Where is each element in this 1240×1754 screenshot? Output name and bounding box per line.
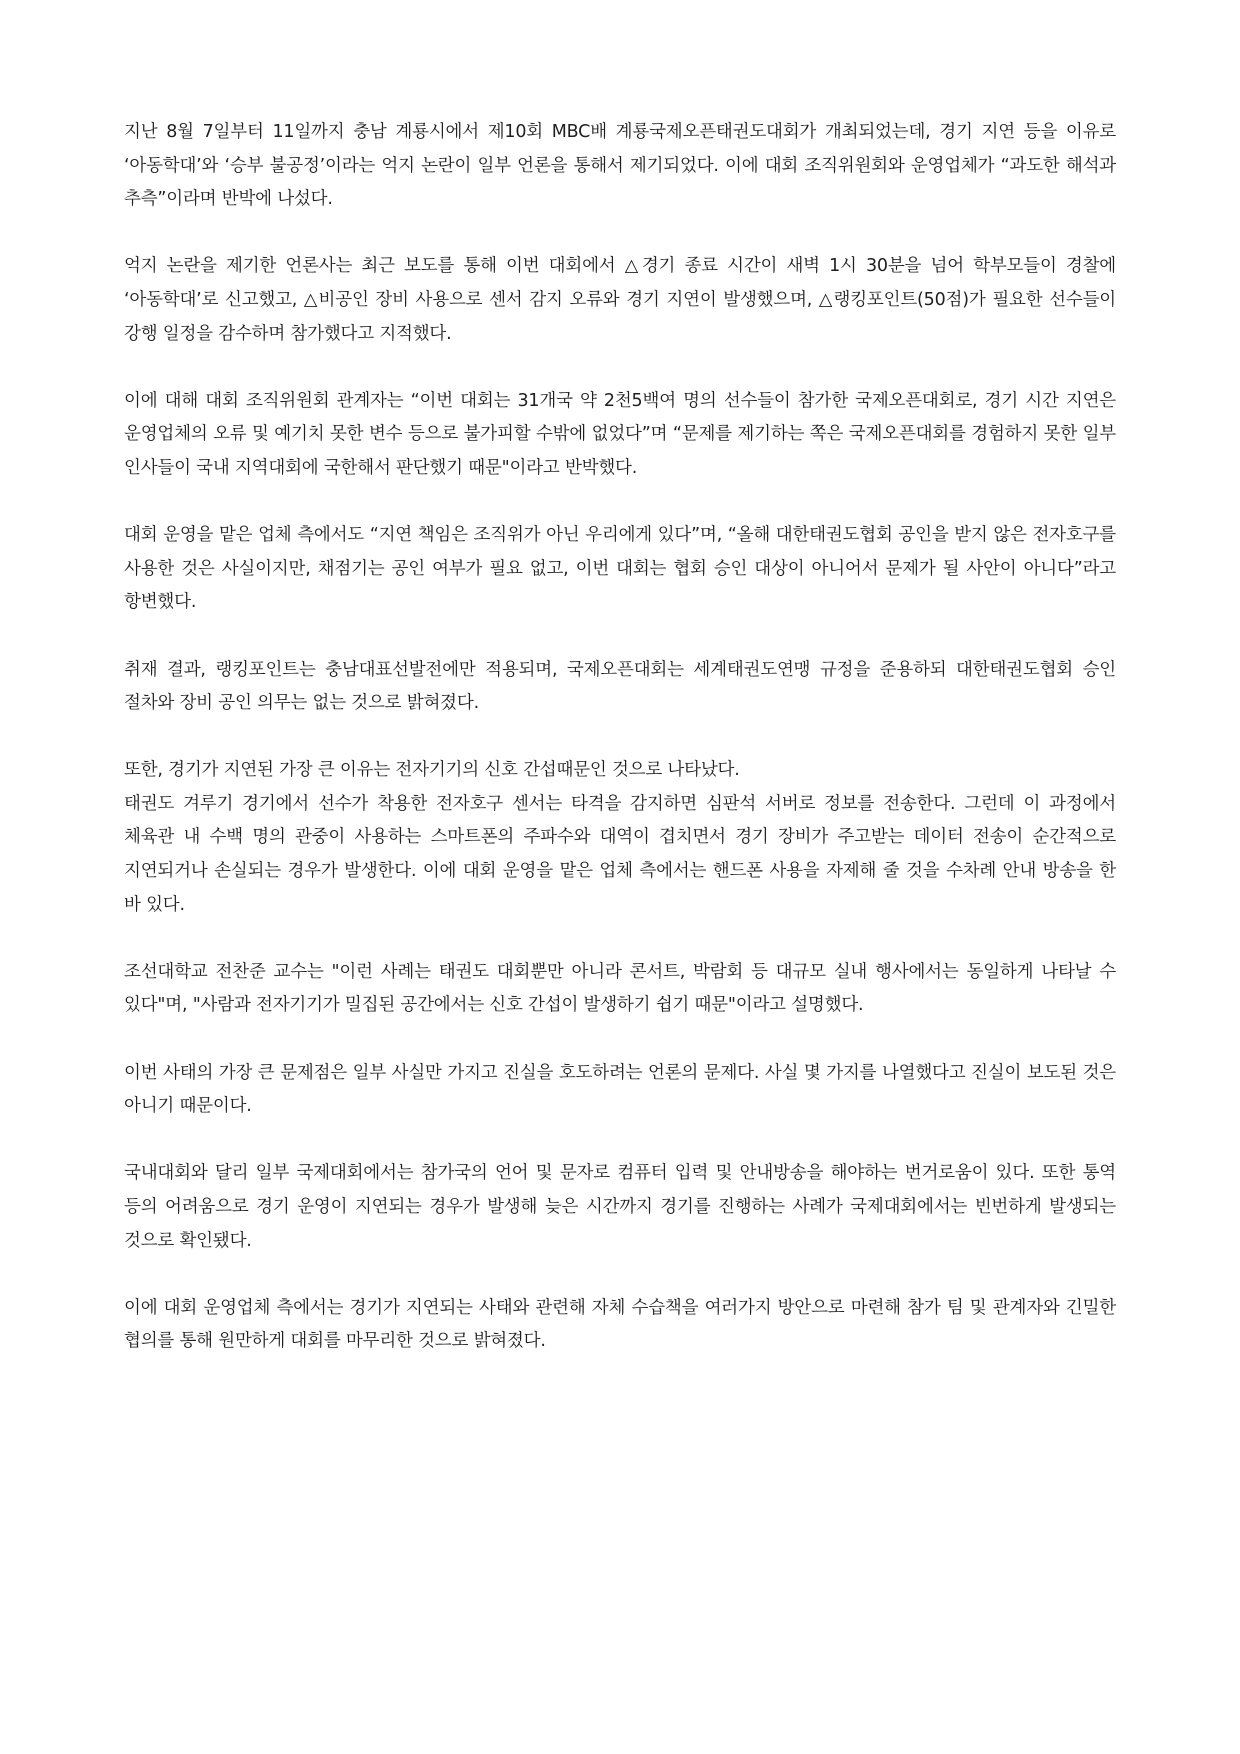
paragraph-1 xyxy=(124,116,1116,217)
paragraph-5 xyxy=(124,654,1116,721)
paragraph-line: 이에 대회 운영업체 측에서는 경기가 지연되는 사태와 관련해 자체 수습책을 여러가지 방안으로 마련해 참가 팀 및 관계자와 긴밀한 협의를 통해 원만하게 대회를 마무리한 것으로 밝혀졌다. xyxy=(124,1297,1116,1352)
paragraph-line: 대회 운영을 맡은 업체 측에서도 “지연 책임은 조직위가 아닌 우리에게 있다”며, “올해 대한태권도협회 공인을 받지 않은 전자호구를 사용한 것은 사실이지만, 채점기는 공인 여부가 필요 없고, 이번 대회는 협회 승인 대상이 아니어서 문제가 될 사안이 아니다”라고 항변했다. xyxy=(124,525,1116,613)
paragraph-9 xyxy=(124,1157,1116,1258)
paragraph-6 xyxy=(124,754,1116,922)
paragraph-line: 국내대회와 달리 일부 국제대회에서는 참가국의 언어 및 문자로 컴퓨터 입력 및 안내방송을 해야하는 번거로움이 있다. 또한 통역 등의 어려움으로 경기 운영이 지연되는 경우가 발생해 늦은 시간까지 경기를 진행하는 사례가 국제대회에서는 빈번하게 발생되는 것으로 확인됐다. xyxy=(124,1163,1116,1251)
document-page xyxy=(124,116,1116,1393)
paragraph-line: 억지 논란을 제기한 언론사는 최근 보도를 통해 이번 대회에서 △경기 종료 시간이 새벽 1시 30분을 넘어 학부모들이 경찰에 ‘아동학대’로 신고했고, △비공인 장비 사용으로 센서 감지 오류와 경기 지연이 발생했으며, △랭킹포인트(50점)가 필요한 선수들이 강행 일정을 감수하며 참가했다고 지적했다. xyxy=(124,256,1116,344)
paragraph-line: 이에 대해 대회 조직위원회 관계자는 “이번 대회는 31개국 약 2천5백여 명의 선수들이 참가한 국제오픈대회로, 경기 시간 지연은 운영업체의 오류 및 예기치 못한 변수 등으로 불가피할 수밖에 없었다”며 “문제를 제기하는 쪽은 국제오픈대회를 경험하지 못한 일부 인사들이 국내 지역대회에 국한해서 판단했기 때문"이라고 반박했다. xyxy=(124,390,1116,478)
paragraph-line: 태권도 겨루기 경기에서 선수가 착용한 전자호구 센서는 타격을 감지하면 심판석 서버로 정보를 전송한다. 그런데 이 과정에서 체육관 내 수백 명의 관중이 사용하는 스마트폰의 주파수와 대역이 겹치면서 경기 장비가 주고받는 데이터 전송이 순간적으로 지연되거나 손실되는 경우가 발생한다. 이에 대회 운영을 맡은 업체 측에서는 핸드폰 사용을 자제해 줄 것을 수차례 안내 방송을 한 바 있다. xyxy=(124,793,1116,915)
paragraph-8 xyxy=(124,1057,1116,1124)
paragraph-2 xyxy=(124,250,1116,351)
paragraph-7 xyxy=(124,956,1116,1023)
paragraph-4 xyxy=(124,519,1116,620)
paragraph-line: 이번 사태의 가장 큰 문제점은 일부 사실만 가지고 진실을 호도하려는 언론의 문제다. 사실 몇 가지를 나열했다고 진실이 보도된 것은 아니기 때문이다. xyxy=(124,1062,1116,1117)
paragraph-3 xyxy=(124,385,1116,486)
paragraph-line: 취재 결과, 랭킹포인트는 충남대표선발전에만 적용되며, 국제오픈대회는 세계태권도연맹 규정을 준용하되 대한태권도협회 승인 절차와 장비 공인 의무는 없는 것으로 밝혀졌다. xyxy=(124,659,1116,714)
paragraph-line: 지난 8월 7일부터 11일까지 충남 계룡시에서 제10회 MBC배 계룡국제오픈태권도대회가 개최되었는데, 경기 지연 등을 이유로 ‘아동학대’와 ‘승부 불공정’이라는 억지 논란이 일부 언론을 통해서 제기되었다. 이에 대회 조직위원회와 운영업체가 “과도한 해석과 추측”이라며 반박에 나섰다. xyxy=(124,122,1116,210)
paragraph-10 xyxy=(124,1292,1116,1359)
paragraph-line: 조선대학교 전찬준 교수는 "이런 사례는 태권도 대회뿐만 아니라 콘서트, 박람회 등 대규모 실내 행사에서는 동일하게 나타날 수 있다"며, "사람과 전자기기가 밀집된 공간에서는 신호 간섭이 발생하기 쉽기 때문"이라고 설명했다. xyxy=(124,961,1116,1016)
paragraph-line: 또한, 경기가 지연된 가장 큰 이유는 전자기기의 신호 간섭때문인 것으로 나타났다. xyxy=(124,760,740,781)
